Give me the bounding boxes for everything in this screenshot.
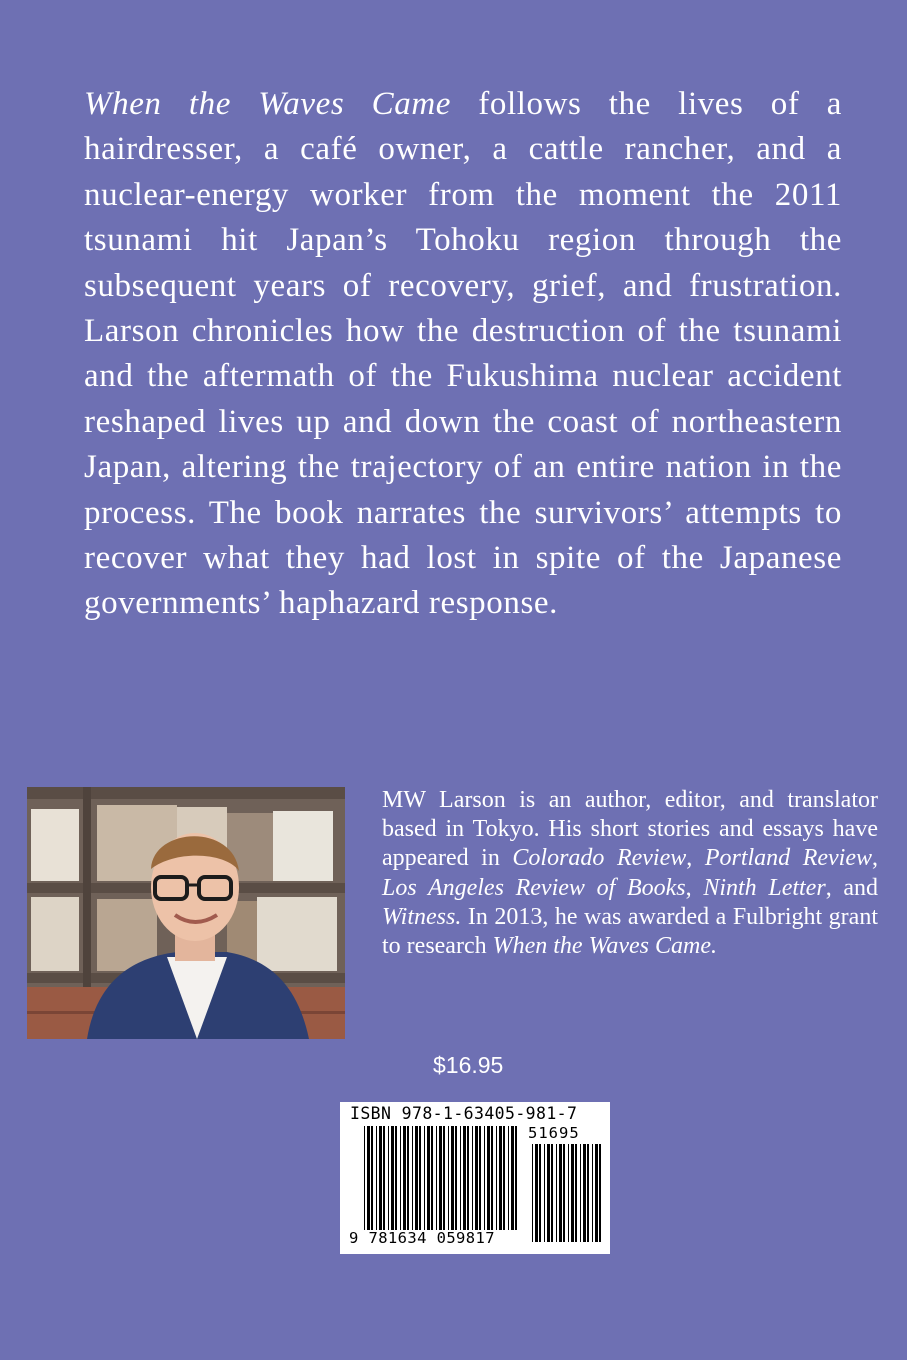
barcode-bar bbox=[379, 1126, 382, 1230]
barcode-bar bbox=[472, 1126, 473, 1230]
barcode-bar bbox=[475, 1126, 478, 1230]
barcode-bar bbox=[535, 1144, 538, 1242]
barcode-bar bbox=[463, 1126, 466, 1230]
barcode-bar bbox=[367, 1126, 370, 1230]
bio-text-2: In 2013, he was awarded a Fulbright grant to research bbox=[382, 903, 878, 960]
barcode-bar bbox=[499, 1126, 502, 1230]
barcode-bar bbox=[571, 1144, 574, 1242]
barcode-bar bbox=[395, 1126, 397, 1230]
barcode-bar bbox=[448, 1126, 449, 1230]
bio-text-1: MW Larson is an author, editor, and translator based in Tokyo. His short stories and essays have appeared in bbox=[382, 787, 878, 872]
barcode-bar bbox=[443, 1126, 445, 1230]
barcode-bar bbox=[563, 1144, 565, 1242]
author-photo bbox=[27, 787, 345, 1039]
barcode-bar bbox=[427, 1126, 430, 1230]
bio-publication: Los Angeles Review of Books bbox=[382, 874, 686, 901]
isbn-label: ISBN 978-1-63405-981-7 bbox=[350, 1104, 578, 1123]
barcode-bar bbox=[376, 1126, 377, 1230]
barcode-bar bbox=[556, 1144, 557, 1242]
barcode-bar bbox=[587, 1144, 589, 1242]
bio-publication: Portland Review bbox=[704, 845, 873, 872]
barcode-bar bbox=[364, 1126, 365, 1230]
barcode-bar bbox=[388, 1126, 389, 1230]
price-label: $16.95 bbox=[433, 1052, 504, 1078]
barcode-bar bbox=[467, 1126, 469, 1230]
ean-digits: 9 781634 059817 bbox=[349, 1229, 495, 1247]
barcode-bar bbox=[491, 1126, 493, 1230]
barcode-bar bbox=[391, 1126, 394, 1230]
barcode-bar bbox=[515, 1126, 517, 1230]
barcode-bar bbox=[532, 1144, 533, 1242]
barcode-bar bbox=[436, 1126, 437, 1230]
blurb-text: follows the lives of a hairdresser, a café owner, a cattle rancher, and a nuclear-energy worker from the moment the 2011 tsunami hit Japan’s Tohoku region through the subsequent years of recovery, grief, and frustration. Larson chronicles how the destruction of the tsunami and the aftermath of the Fukushima nuclear accident reshaped lives up and down the coast of northeastern Japan, altering the trajectory of an entire nation in the process. The book narrates the survivors’ attempts to recover what they had lost in spite of the Japanese governments’ haphazard response. bbox=[84, 86, 843, 622]
author-photo-illustration bbox=[27, 787, 345, 1039]
barcode-bar bbox=[511, 1126, 514, 1230]
barcode-bar bbox=[559, 1144, 562, 1242]
barcode-bar bbox=[400, 1126, 401, 1230]
barcode-bar bbox=[451, 1126, 454, 1230]
bio-publication: Ninth Letter bbox=[703, 874, 826, 901]
barcode-bar bbox=[383, 1126, 385, 1230]
blurb-paragraph bbox=[84, 82, 842, 627]
barcode-bar bbox=[575, 1144, 577, 1242]
barcode-bar bbox=[551, 1144, 553, 1242]
author-bio bbox=[382, 786, 878, 961]
barcode-bar bbox=[544, 1144, 545, 1242]
barcode-bar bbox=[487, 1126, 490, 1230]
barcode-bar bbox=[496, 1126, 497, 1230]
barcode-bar bbox=[403, 1126, 406, 1230]
barcode-bar bbox=[424, 1126, 425, 1230]
barcode-bar bbox=[592, 1144, 593, 1242]
barcode-bar bbox=[415, 1126, 418, 1230]
barcode-bar bbox=[539, 1144, 541, 1242]
barcode-bar bbox=[508, 1126, 509, 1230]
bio-separator: , and bbox=[825, 874, 879, 901]
barcode-bar bbox=[568, 1144, 569, 1242]
barcode-bar bbox=[439, 1126, 442, 1230]
barcode-bar bbox=[503, 1126, 505, 1230]
barcode-bar bbox=[455, 1126, 457, 1230]
blurb-book-title: When the Waves Came bbox=[84, 86, 451, 122]
barcode-bar bbox=[595, 1144, 598, 1242]
barcode-bar bbox=[479, 1126, 481, 1230]
isbn-barcode bbox=[340, 1102, 610, 1254]
bio-separator: , bbox=[686, 845, 705, 872]
barcode-bar bbox=[547, 1144, 550, 1242]
barcode-bar bbox=[412, 1126, 413, 1230]
barcode-bar bbox=[484, 1126, 485, 1230]
barcode-bar bbox=[583, 1144, 586, 1242]
barcode-bar bbox=[407, 1126, 409, 1230]
barcode-bar bbox=[599, 1144, 601, 1242]
bio-separator: , bbox=[872, 845, 879, 872]
barcode-bar bbox=[580, 1144, 581, 1242]
barcode-bar bbox=[371, 1126, 373, 1230]
barcode-bar bbox=[431, 1126, 433, 1230]
price-addon-digits: 51695 bbox=[528, 1124, 580, 1142]
barcode-bar bbox=[419, 1126, 421, 1230]
bio-publication: Colorado Review bbox=[512, 845, 687, 872]
bio-publication: Witness. bbox=[382, 903, 462, 930]
bio-book-title: When the Waves Came. bbox=[492, 933, 717, 960]
barcode-bar bbox=[460, 1126, 461, 1230]
bio-separator: , bbox=[685, 874, 704, 901]
